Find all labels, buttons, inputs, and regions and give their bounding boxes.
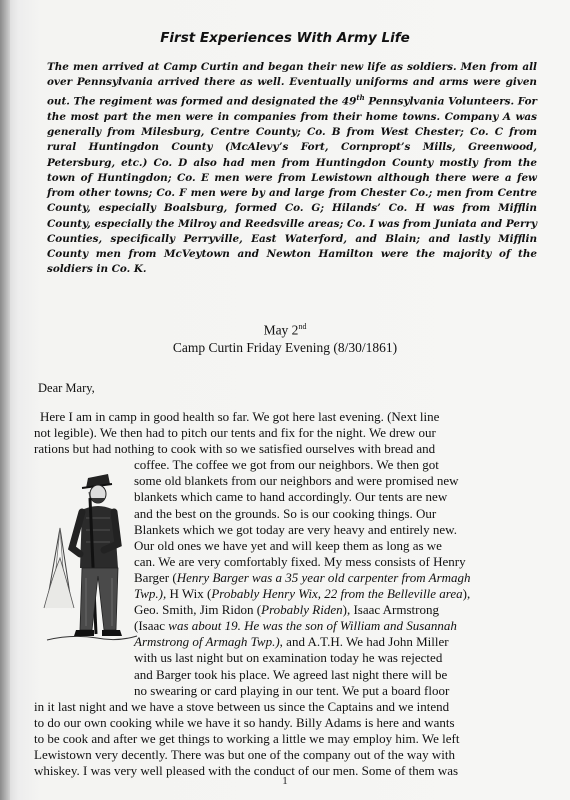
letter-line: Here I am in camp in good health so far. We got here last evening. (Next line <box>40 409 440 424</box>
letter-line: can. We are very comfortably fixed. My mess consists of Henry <box>134 553 466 569</box>
letter-date-text: May 2 <box>263 322 299 338</box>
letter-line: blankets which came to hand accordingly. Our tents are new <box>134 489 448 505</box>
letter-line: Our old ones we have yet and will keep them as long as we <box>134 537 442 553</box>
letter-line: rations but had nothing to cook with so we satisfied ourselves with bread and <box>34 441 436 457</box>
letter-text: H Wix ( <box>166 586 212 602</box>
letter-italic-note: Probably Henry Wix, 22 from the Belleville area <box>211 586 463 602</box>
soldier-illustration <box>42 458 142 648</box>
salutation: Dear Mary, <box>38 381 95 395</box>
page-title: First Experiences With Army Life <box>160 30 410 46</box>
letter-text: (Isaac <box>134 618 169 634</box>
letter-italic-note: Henry Barger was a 35 year old carpenter from Armagh <box>176 569 471 585</box>
letter-date-superscript: nd <box>298 322 307 331</box>
intro-text-2: Pennsylvania Volunteers. For the most part the men were in companies from their home towns. Company A was generally from Milesburg, Centre County; Co. B from West Chester; Co. C from rural Huntingdon County (McAlevy’s Fort, Cornpropt’s Mills, Greenwood, Petersburg, etc.) Co. D also had men from Huntingdon County mostly from the town of Huntingdon; Co. E men were from Lewistown although there were a few from other towns; Co. F men were by and large from Chester Co.; men from Centre County, especially Boalsburg, formed Co. G; Hilands’ Co. H was from Mifflin County, especially the Milroy and Reedsville areas; Co. I was from Juniata and Perry Counties, specifically Perryville, East Waterford, and Blain; and lastly Mifflin County men from McVeytown and Newton Hamilton were the majority of the soldiers in Co. K. <box>47 95 537 276</box>
letter-line: to do our own cooking while we have it so handy. Billy Adams is here and wants <box>34 714 455 730</box>
letter-line: whiskey. I was very well pleased with the conduct of our men. Some of them was <box>34 763 459 779</box>
letter-line: not legible). We then had to pitch our tents and fix for the night. We drew our <box>34 425 436 441</box>
letter-line: with us last night but on examination today he was rejected <box>134 650 443 666</box>
intro-paragraph <box>47 60 537 277</box>
letter-line: and Barger took his place. We agreed last night there will be <box>134 666 448 682</box>
letter-italic-note: Armstrong of Armagh Twp.) <box>134 634 280 650</box>
letter-place: Camp Curtin Friday Evening (8/30/1861) <box>172 340 398 355</box>
letter-text: Barger ( <box>134 569 177 585</box>
letter-text: , and A.T.H. We had John Miller <box>279 634 449 650</box>
letter-line: no swearing or card playing in our tent. We put a board floor <box>134 682 450 698</box>
letter-line: to be cook and after we get things to working a little we may employ him. We left <box>34 730 460 746</box>
letter-italic-note: Twp.), <box>134 586 167 602</box>
letter-text: Geo. Smith, Jim Ridon ( <box>134 602 262 618</box>
book-spine-shadow <box>0 0 10 800</box>
letter-line: some old blankets from our neighbors and were promised new <box>134 473 459 489</box>
letter-text: ), <box>462 586 471 602</box>
letter-text: ), Isaac Armstrong <box>342 602 439 618</box>
letter-line: Blankets which we got today are very heavy and entirely new. <box>134 521 457 537</box>
page-number: 1 <box>282 775 288 787</box>
letter-line: in it last night and we have a stove between us since the Captains and we intend <box>34 698 450 714</box>
letter-italic-note: Probably Riden <box>261 602 343 618</box>
letter-date <box>0 322 570 339</box>
intro-text-1: The men arrived at Camp Curtin and began their new life as soldiers. Men from all over Pennsylvania arrived there as well. Eventually uniforms and arms were given out. The regiment was formed and designated the 49 <box>47 61 537 108</box>
letter-line: coffee. The coffee we got from our neighbors. We then got <box>134 457 439 473</box>
letter-italic-note: was about 19. He was the son of William and Susannah <box>168 618 457 634</box>
intro-superscript: th <box>356 93 365 103</box>
letter-line: Lewistown very decently. There was but one of the company out of the way with <box>34 746 455 762</box>
letter-line: and the best on the grounds. So is our cooking things. Our <box>134 505 437 521</box>
